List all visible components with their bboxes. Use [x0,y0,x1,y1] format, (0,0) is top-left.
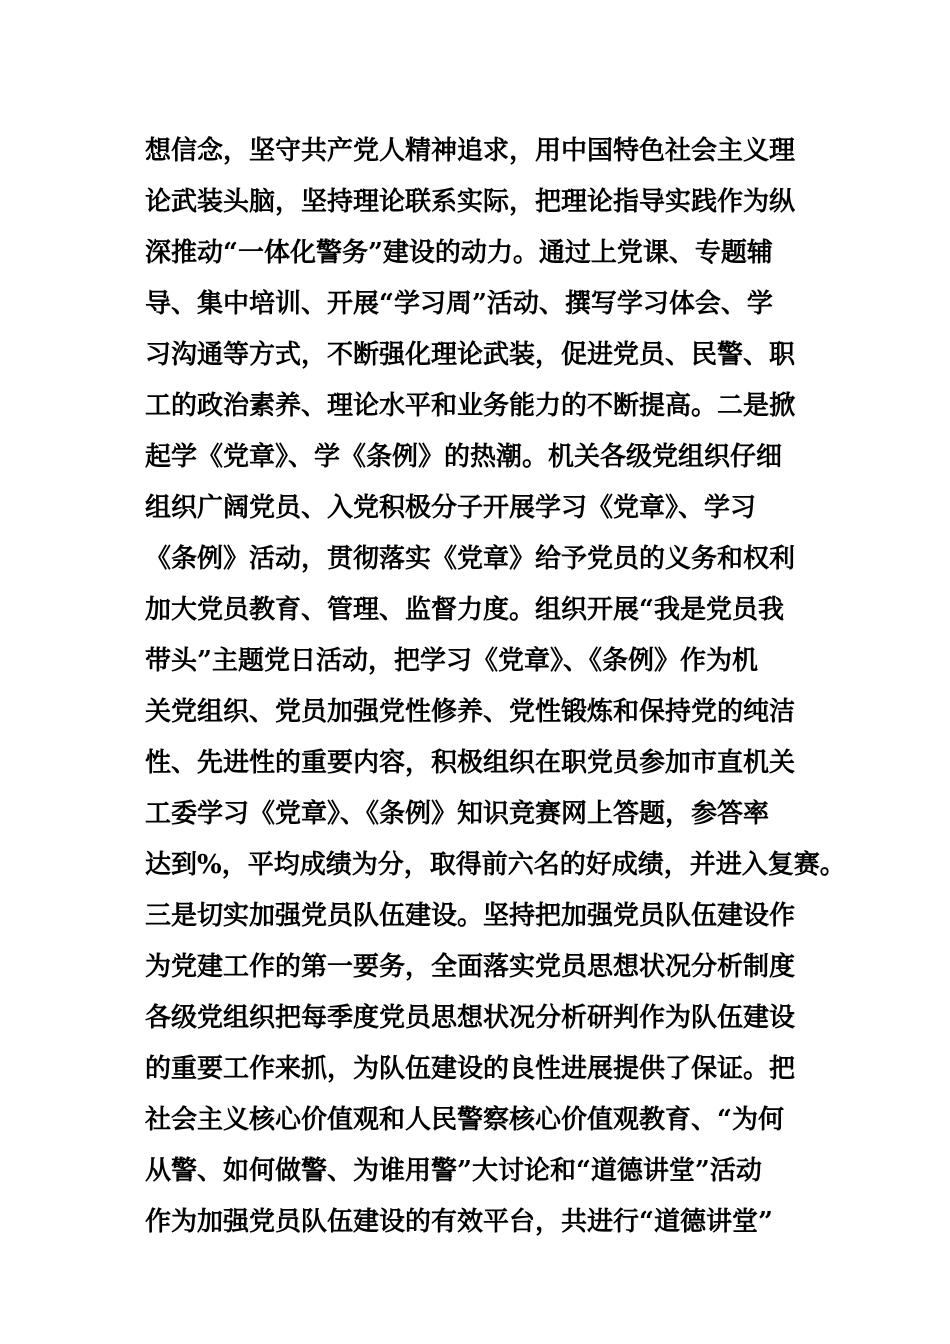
text-line: 达到%，平均成绩为分，取得前六名的好成绩，并进入复赛。 [145,850,846,880]
text-line: 从警、如何做警、为谁用警”大讨论和“道德讲堂”活动 [145,1156,762,1186]
text-line: 想信念，坚守共产党人精神追求，用中国特色社会主义理 [145,136,796,166]
text-line: 论武装头脑，坚持理论联系实际，把理论指导实践作为纵 [145,187,796,217]
text-line: 《条例》活动，贯彻落实《党章》给予党员的义务和权利 [145,544,796,574]
text-line: 加大党员教育、管理、监督力度。组织开展“我是党员我 [145,595,784,625]
text-line: 社会主义核心价值观和人民警察核心价值观教育、“为何 [145,1105,784,1135]
text-line: 三是切实加强党员队伍建设。坚持把加强党员队伍建设作 [145,901,796,931]
text-line: 深推动“一体化警务”建设的动力。通过上党课、专题辅 [145,238,773,268]
body-text [145,126,846,1248]
text-line: 性、先进性的重要内容，积极组织在职党员参加市直机关 [145,748,796,778]
text-line: 作为加强党员队伍建设的有效平台，共进行“道德讲堂” [145,1207,773,1237]
text-line: 各级党组织把每季度党员思想状况分析研判作为队伍建设 [145,1003,796,1033]
text-line: 工委学习《党章》、《条例》知识竞赛网上答题，参答率 [145,799,770,829]
text-line: 为党建工作的第一要务，全面落实党员思想状况分析制度 [145,952,796,982]
text-line: 起学《党章》、学《条例》的热潮。机关各级党组织仔细 [145,442,783,472]
text-line: 习沟通等方式，不断强化理论武装，促进党员、民警、职 [145,340,796,370]
text-line: 关党组织、党员加强党性修养、党性锻炼和保持党的纯洁 [145,697,796,727]
text-line: 组织广阔党员、入党积极分子开展学习《党章》、学习 [145,493,757,523]
text-line: 的重要工作来抓，为队伍建设的良性进展提供了保证。把 [145,1054,796,1084]
text-line: 带头”主题党日活动，把学习《党章》、《条例》作为机 [145,646,758,676]
text-line: 导、集中培训、开展“学习周”活动、撰写学习体会、学 [145,289,773,319]
text-line: 工的政治素养、理论水平和业务能力的不断提高。二是掀 [145,391,796,421]
